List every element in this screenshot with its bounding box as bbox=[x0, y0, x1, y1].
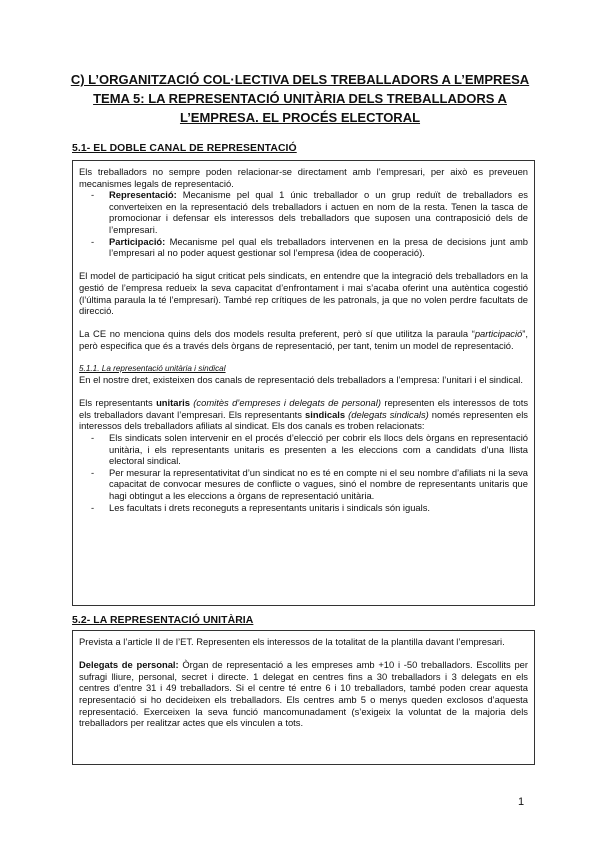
dash-bullet: - bbox=[91, 432, 95, 444]
definition-text: Mecanisme pel qual els treballadors intervenen en la presa de decisions junt amb l’empresari al no poder aquest gestionar sol l’empresa (idea de cooperació). bbox=[109, 235, 528, 259]
channels-relationship-list bbox=[79, 432, 528, 513]
list-item: - Per mesurar la representativitat d’un sindicat no es té en compte ni el seu nombre d’afiliats ni la seva capacitat de convocar mesures de conflicte o vagues, sinó el nombre de representants unitaris que hagi obtingut a les eleccions a òrgans de representació unitària. bbox=[91, 466, 528, 502]
dash-bullet: - bbox=[91, 189, 95, 201]
dash-bullet: - bbox=[91, 235, 95, 247]
list-item: - Les facultats i drets reconeguts a representants unitaris i sindicals són iguals. bbox=[91, 501, 431, 513]
term-delegats: Delegats de personal: bbox=[79, 659, 179, 671]
list-item bbox=[79, 236, 528, 259]
definition-text: Mecanisme pel qual 1 únic treballador o un grup reduït de treballadors es converteixen en la representació dels treballadors i actuen en nom de la resta. Tenen la tasca de promocionar i defensar els interessos dels treballadors que suposen una contraposició dels de l’empresari. bbox=[109, 189, 528, 235]
two-channels-paragraph: En el nostre dret, existeixen dos canals de representació dels treballadors a l’empresa: l’unitari i el sindical. bbox=[79, 374, 523, 386]
title-line-1: C) L’ORGANITZACIÓ COL·LECTIVA DELS TREBALLADORS A L’EMPRESA bbox=[70, 72, 530, 87]
section-5-1-box bbox=[72, 160, 535, 606]
article-paragraph: Prevista a l’article II de l’ET. Representen els interessos de la totalitat de la plantilla davant l’empresari. bbox=[79, 636, 505, 647]
term-participacio: Participació: bbox=[109, 235, 166, 247]
delegats-paragraph: Delegats de personal: Òrgan de representació a les empreses amb +10 i -50 treballadors. Escollits per sufragi lliure, personal, secret i directe. 1 delegat en centres fins a 30 treballadors i 3 delegats en els centres d’entre 31 i 49 treballadors. Si el centre té entre 6 i 10 treballadors, també poden crear aquesta representació si ho decideixen els treballadors. Els centres amb 5 o menys queden exclosos d’aquesta representació. Exerceixen la seva funció mancomunadament (s’exigeix la voluntat de la majoria dels treballadors per realitzar actes que els vinculen a tots. bbox=[79, 659, 528, 729]
document-title bbox=[60, 70, 540, 127]
title-line-2: TEMA 5: LA REPRESENTACIÓ UNITÀRIA DELS TREBALLADORS A bbox=[93, 91, 507, 106]
subheading-5-1-1: 5.1.1. La representació unitària i sindical bbox=[79, 364, 226, 374]
list-item bbox=[79, 189, 528, 235]
participation-critique-paragraph: El model de participació ha sigut criticat pels sindicats, en entendre que la integració dels treballadors en la gestió de l’empresa redueix la seva capacitat d’enfrontament i mai s’acaba oferint una autèntica cogestió (l’última paraula la té l’empresari). També rep crítiques de les patronals, ja que no volen perdre facultats de direcció. bbox=[79, 270, 528, 317]
section-5-2-box bbox=[72, 630, 535, 765]
representatives-paragraph: Els representants unitaris (comitès d’empreses i delegats de personal) representen els interessos de tots els treballadors davant l’empresari. Els representants sindicals (delegats sindicals) només representen els interessos dels treballadors afiliats al sindicat. Els dos canals es troben relacionats: bbox=[79, 397, 529, 432]
section-heading-5-2: 5.2- LA REPRESENTACIÓ UNITÀRIA bbox=[72, 615, 254, 626]
dash-bullet: - bbox=[91, 466, 95, 478]
section-heading-5-1: 5.1- EL DOBLE CANAL DE REPRESENTACIÓ bbox=[72, 143, 297, 154]
page-number: 1 bbox=[518, 796, 525, 808]
dash-bullet: - bbox=[91, 501, 95, 513]
term-representacio: Representació: bbox=[109, 189, 177, 201]
ce-paragraph: La CE no menciona quins dels dos models resulta preferent, però sí que utilitza la paraula “participació”, però especifica que és a través dels òrgans de representació, per tant, tenim un model de representació. bbox=[79, 328, 528, 351]
list-item: - Els sindicats solen intervenir en el procés d’elecció per cobrir els llocs dels òrgans en representació unitària, i els representants unitaris es presenten a les eleccions com a candidats d’una llista electoral sindical. bbox=[91, 432, 528, 467]
representation-models-list bbox=[79, 189, 528, 259]
intro-paragraph: Els treballadors no sempre poden relacionar-se directament amb l’empresari, per això es preveuen mecanismes legals de representació. bbox=[79, 166, 528, 189]
title-line-3: L’EMPRESA. EL PROCÉS ELECTORAL bbox=[179, 110, 421, 125]
